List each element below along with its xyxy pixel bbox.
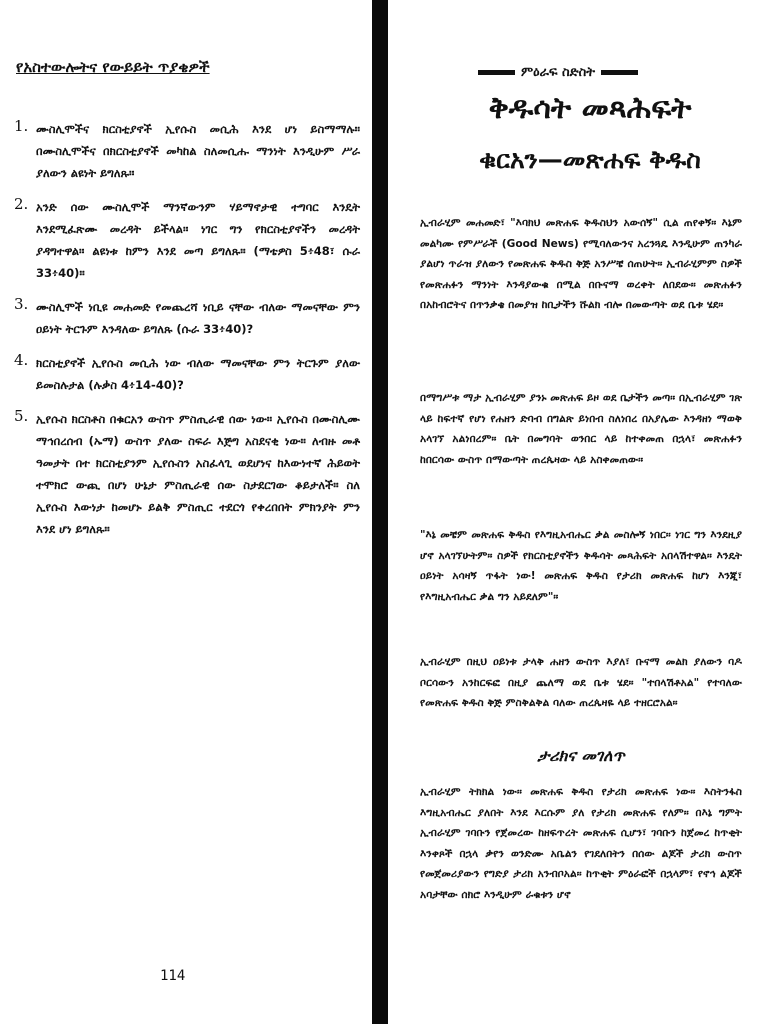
body-paragraph: ኢብራሂም በዚህ ዐይነቱ ታላቅ ሐዘን ውስጥ እያለ፣ ቡናማ መልክ ያለውን ባዶ ቦርሳውን አንከርፍፎ በዚያ ጨለማ ወደ ቤቱ ሄደ። "ተበላሽቶአል" የተባለው የመጽሐፍ ቅዱስ ቅጅ ምስቅልቅል ባለው ጠረጴዛዬ ላይ ተዘርሮአል። — [420, 656, 742, 709]
book-gutter — [372, 0, 388, 1024]
question-number: 2. — [14, 195, 29, 213]
discussion-questions-heading: የአስተውሎትና የውይይት ጥያቄዎች — [16, 58, 210, 76]
chapter-title: ቅዱሳት መጻሕፍት — [488, 91, 692, 126]
question-text: አንድ ሰው ሙስሊሞች ማንኛውንም ሃይማኖታዊ ተግባር እንዴት እንደሚፈጽሙ መረዳት ይችላል። ነገር ግን የክርስቲያኖችን መረዳት ያዳግተዋል። ልዩነቱ ከምን እንደ መጣ ይግለጹ። (ማቴዎስ 5፥48፣ ሱራ 33፥40)። — [36, 200, 360, 280]
question-text: ኢየሱስ ክርስቶስ በቁርአን ውስጥ ምስጢራዊ ሰው ነው። ኢየሱስ በሙስሊሙ ማኅበረሰብ (ኡማ) ውስጥ ያለው ስፍራ እጅግ አስደናቂ ነው። ለብዙ መቶ ዓመታት በተ ክርስቲያንም ኢየሱስን አስፈላጊ ወደሆነና ከእውነተኛ ሕይወት ተሞክሮ ውጪ በሆነ ሁኔታ ምስጢራዊ ሰው ስታደርገው ቆይታለች። ስለ ኢየሱስ እውነታ ከመሆኑ ይልቅ ምስጢር ተደርጎ የቀረበበት ምክንያት ምን እንደ ሆነ ይግለጹ። — [36, 412, 360, 536]
question-number: 1. — [14, 117, 29, 135]
question-text: ክርስቲያኖች ኢየሱስ መሲሕ ነው ብለው ማመናቸው ምን ትርጉም ያለው ይመስሉታል (ሉቃስ 4፥14-40)? — [36, 356, 360, 392]
chapter-label-row — [478, 60, 638, 84]
question-number: 5. — [14, 407, 29, 425]
chapter-label: ምዕራፍ ስድስት — [520, 64, 596, 80]
right-rule — [601, 70, 638, 75]
question-item — [14, 408, 360, 540]
question-item — [14, 296, 360, 340]
body-paragraph: "እኔ መቼም መጽሐፍ ቅዱስ የእግዚአብሔር ቃል መስሎኝ ነበር። ነገር ግን እንደዚያ ሆኖ አላገኘሁትም። ስዎች የክርስቲያኖችን ቅዱሳት መጻሕፍት አበላሽተዋል። እንዴት ዐይነት አሳዛኝ ጥፋት ነው! መጽሐፍ ቅዱስ የታሪክ መጽሐፍ ከሆነ እንጂ፣ የእግዚአብሔር ቃል ግን አይደለም"። — [420, 529, 742, 603]
question-item — [14, 118, 360, 184]
section-heading: ታሪክና መገለጥ — [537, 746, 625, 765]
question-text: ሙስሊሞች ነቢዩ መሐመድ የመጨረሻ ነቢይ ናቸው ብለው ማመናቸው ምን ዐይነት ትርጉም እንዳለው ይግለጹ (ሱራ 33፥40)? — [36, 300, 360, 336]
question-number: 3. — [14, 295, 29, 313]
question-text: ሙስሊሞችና ክርስቲያኖች ኢየሱስ መሲሕ እንደ ሆነ ይስማማሉ። በሙስሊሞችና በክርስቲያኖች መካከል ስለመሲሑ ማንነት እንዲሁም ሥራ ያለውን ልዩነት ይግለጹ። — [36, 122, 360, 180]
question-number: 4. — [14, 351, 29, 369]
chapter-subtitle: ቁርአን—መጽሐፍ ቅዱስ — [479, 145, 701, 174]
page-number: 114 — [160, 968, 186, 984]
body-paragraph: ኢብራሂም መሐመድ፣ "እባክህ መጽሐፍ ቅዱስህን አውሰኝ" ሲል ጠየቀኝ። እኔም መልካሙ የምሥራች (Good News) የሚባለውንና አረንጓዴ እንዲሁም ጠንካራ ያልሆነ ጥራዝ ያለውን የመጽሐፍ ቅዱስ ቅጅ አንሥቼ ሰጠሁት። ኢብራሂምም ስዎች የመጽሐፉን ማንነት እንዳያውቁ በሚል በቡናማ ወረቀት ለበደው። መጽሐፉን በአከብሮትና በጥንቃቄ በመያዝ ከቢታችን ሹልክ ብሎ በመውጣት ወደ ቤቱ ሄደ። — [420, 217, 742, 311]
left-rule — [478, 70, 515, 75]
body-paragraph: በማግሥቱ ማታ ኢብራሂም ያንኑ መጽሐፍ ይዞ ወደ ቤታችን መጣ። በኢብራሂም ገጽ ላይ ከፍተኛ የሆነ የሐዘን ድባብ በግልጽ ይነበብ ስለነበረ በአያሌው እንዳዘነ ማወቅ አላገኘ አልነበረም። ቤት በመግባት ወንበር ላይ ከተቀመጠ በኋላ፣ መጽሐፉን ከበርሳው ውስጥ በማውጣት ጠረጴዛው ላይ አስቀመጠው። — [420, 392, 742, 466]
left-page — [0, 0, 372, 1024]
question-item — [14, 352, 360, 396]
body-paragraph: ኢብራሂም ትክክል ነው። መጽሐፍ ቅዱስ የታሪክ መጽሐፍ ነው። እስትንፋስ እግዚአብሔር ያለበት እንደ እርሱም ያለ የታሪክ መጽሐፍ የለም። በእኔ ግምት ኢብራሂም ገባቡን የጀመረው ከዘፍጥረት መጽሐፍ ሲሆን፣ ገባቡን ከጀመረ ከጥቂት እንቀጾች በኋላ ቃየን ወንድሙ አቤልን የገደለበትን በሰው ልጆች ታሪክ ውስጥ የመጀመሪያውን የግድያ ታሪክ አንብቦአል። ከጥቂት ምዕራፎች በኋላም፣ የኖኅ ልጆች አባታቸው ሰክሮ እንዲሁም ራቁቱን ሆኖ — [420, 786, 742, 901]
question-item — [14, 196, 360, 284]
question-list — [14, 118, 360, 552]
